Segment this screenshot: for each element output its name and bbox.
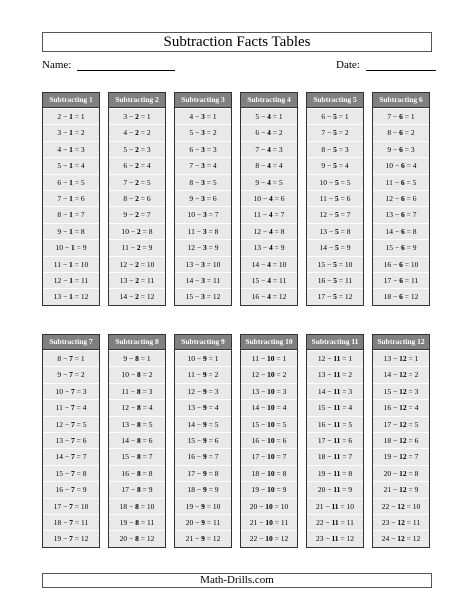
table-header: Subtracting 9 [175, 335, 231, 350]
table-row: 14 − 7 = 7 [43, 448, 99, 464]
table-header: Subtracting 5 [307, 93, 363, 108]
table-row: 6 − 5 = 1 [307, 108, 363, 124]
table-row: 7 − 2 = 5 [109, 174, 165, 190]
table-row: 12 − 10 = 2 [241, 366, 297, 382]
table-row: 23 − 12 = 11 [373, 514, 429, 530]
table-row: 11 − 5 = 6 [307, 190, 363, 206]
table-header: Subtracting 11 [307, 335, 363, 350]
table-row: 20 − 11 = 9 [307, 481, 363, 497]
table-row: 18 − 7 = 11 [43, 514, 99, 530]
table-row: 14 − 5 = 9 [307, 239, 363, 255]
table-row: 12 − 4 = 8 [241, 223, 297, 239]
table-row: 11 − 2 = 9 [109, 239, 165, 255]
table-row: 8 − 5 = 3 [307, 141, 363, 157]
table-row: 17 − 8 = 9 [109, 481, 165, 497]
table-row: 10 − 3 = 7 [175, 206, 231, 222]
table-row: 9 − 4 = 5 [241, 174, 297, 190]
table-row: 20 − 8 = 12 [109, 530, 165, 546]
table-header: Subtracting 6 [373, 93, 429, 108]
subtraction-table-4 [240, 92, 298, 306]
table-row: 15 − 7 = 8 [43, 465, 99, 481]
table-row: 10 − 4 = 6 [241, 190, 297, 206]
table-header: Subtracting 4 [241, 93, 297, 108]
table-row: 14 − 2 = 12 [109, 288, 165, 304]
table-row: 15 − 10 = 5 [241, 416, 297, 432]
subtraction-table-6 [372, 92, 430, 306]
table-row: 8 − 2 = 6 [109, 190, 165, 206]
table-header: Subtracting 3 [175, 93, 231, 108]
table-row: 20 − 12 = 8 [373, 465, 429, 481]
table-row: 14 − 9 = 5 [175, 416, 231, 432]
table-row: 15 − 4 = 11 [241, 272, 297, 288]
table-row: 3 − 2 = 1 [109, 108, 165, 124]
table-row: 11 − 10 = 1 [241, 350, 297, 366]
name-field [42, 59, 175, 71]
table-row: 13 − 7 = 6 [43, 432, 99, 448]
table-row: 13 − 1 = 12 [43, 288, 99, 304]
table-row: 19 − 10 = 9 [241, 481, 297, 497]
table-row: 19 − 7 = 12 [43, 530, 99, 546]
table-row: 10 − 1 = 9 [43, 239, 99, 255]
table-row: 22 − 10 = 12 [241, 530, 297, 546]
table-row: 13 − 10 = 3 [241, 383, 297, 399]
table-row: 9 − 1 = 8 [43, 223, 99, 239]
table-header: Subtracting 2 [109, 93, 165, 108]
table-row: 17 − 7 = 10 [43, 498, 99, 514]
table-row: 6 − 2 = 4 [109, 157, 165, 173]
table-row: 16 − 4 = 12 [241, 288, 297, 304]
table-row: 3 − 1 = 2 [43, 124, 99, 140]
table-row: 19 − 8 = 11 [109, 514, 165, 530]
name-blank[interactable] [77, 60, 175, 71]
table-row: 8 − 4 = 4 [241, 157, 297, 173]
table-row: 17 − 9 = 8 [175, 465, 231, 481]
subtraction-table-5 [306, 92, 364, 306]
table-row: 18 − 9 = 9 [175, 481, 231, 497]
table-header: Subtracting 8 [109, 335, 165, 350]
table-row: 6 − 4 = 2 [241, 124, 297, 140]
table-row: 13 − 5 = 8 [307, 223, 363, 239]
table-row: 7 − 3 = 4 [175, 157, 231, 173]
table-row: 21 − 11 = 10 [307, 498, 363, 514]
table-row: 9 − 6 = 3 [373, 141, 429, 157]
table-row: 17 − 10 = 7 [241, 448, 297, 464]
table-row: 9 − 7 = 2 [43, 366, 99, 382]
table-row: 7 − 1 = 6 [43, 190, 99, 206]
table-row: 22 − 12 = 10 [373, 498, 429, 514]
table-row: 17 − 5 = 12 [307, 288, 363, 304]
table-row: 5 − 4 = 1 [241, 108, 297, 124]
table-row: 4 − 1 = 3 [43, 141, 99, 157]
table-row: 13 − 4 = 9 [241, 239, 297, 255]
date-label: Date: [336, 59, 360, 71]
table-row: 11 − 1 = 10 [43, 256, 99, 272]
table-row: 13 − 6 = 7 [373, 206, 429, 222]
table-row: 17 − 6 = 11 [373, 272, 429, 288]
table-header: Subtracting 12 [373, 335, 429, 350]
table-row: 9 − 5 = 4 [307, 157, 363, 173]
table-row: 8 − 6 = 2 [373, 124, 429, 140]
table-row: 14 − 12 = 2 [373, 366, 429, 382]
subtraction-table-12 [372, 334, 430, 548]
table-row: 19 − 11 = 8 [307, 465, 363, 481]
table-row: 10 − 5 = 5 [307, 174, 363, 190]
table-row: 10 − 8 = 2 [109, 366, 165, 382]
table-row: 7 − 5 = 2 [307, 124, 363, 140]
table-row: 18 − 10 = 8 [241, 465, 297, 481]
table-row: 15 − 11 = 4 [307, 399, 363, 415]
table-row: 8 − 7 = 1 [43, 350, 99, 366]
table-row: 11 − 9 = 2 [175, 366, 231, 382]
table-header: Subtracting 7 [43, 335, 99, 350]
table-row: 9 − 8 = 1 [109, 350, 165, 366]
subtraction-table-10 [240, 334, 298, 548]
table-row: 23 − 11 = 12 [307, 530, 363, 546]
table-row: 14 − 4 = 10 [241, 256, 297, 272]
table-row: 16 − 10 = 6 [241, 432, 297, 448]
table-row: 13 − 11 = 2 [307, 366, 363, 382]
date-field [336, 59, 436, 71]
date-blank[interactable] [366, 60, 436, 71]
table-row: 16 − 9 = 7 [175, 448, 231, 464]
table-row: 13 − 8 = 5 [109, 416, 165, 432]
table-row: 12 − 11 = 1 [307, 350, 363, 366]
table-row: 21 − 12 = 9 [373, 481, 429, 497]
table-row: 7 − 4 = 3 [241, 141, 297, 157]
table-row: 15 − 3 = 12 [175, 288, 231, 304]
table-row: 8 − 1 = 7 [43, 206, 99, 222]
table-row: 5 − 1 = 4 [43, 157, 99, 173]
table-row: 9 − 3 = 6 [175, 190, 231, 206]
table-row: 14 − 6 = 8 [373, 223, 429, 239]
table-row: 10 − 2 = 8 [109, 223, 165, 239]
table-row: 16 − 5 = 11 [307, 272, 363, 288]
table-row: 24 − 12 = 12 [373, 530, 429, 546]
table-row: 20 − 9 = 11 [175, 514, 231, 530]
table-row: 16 − 7 = 9 [43, 481, 99, 497]
table-row: 21 − 9 = 12 [175, 530, 231, 546]
table-row: 11 − 3 = 8 [175, 223, 231, 239]
table-row: 15 − 12 = 3 [373, 383, 429, 399]
table-row: 14 − 3 = 11 [175, 272, 231, 288]
table-header: Subtracting 1 [43, 93, 99, 108]
table-row: 16 − 11 = 5 [307, 416, 363, 432]
table-row: 11 − 6 = 5 [373, 174, 429, 190]
table-row: 10 − 9 = 1 [175, 350, 231, 366]
table-row: 17 − 12 = 5 [373, 416, 429, 432]
table-row: 12 − 2 = 10 [109, 256, 165, 272]
table-row: 18 − 12 = 6 [373, 432, 429, 448]
table-row: 17 − 11 = 6 [307, 432, 363, 448]
table-row: 21 − 10 = 11 [241, 514, 297, 530]
subtraction-table-2 [108, 92, 166, 306]
table-row: 20 − 10 = 10 [241, 498, 297, 514]
table-row: 12 − 6 = 6 [373, 190, 429, 206]
subtraction-table-11 [306, 334, 364, 548]
name-label: Name: [42, 59, 72, 71]
table-row: 13 − 3 = 10 [175, 256, 231, 272]
table-row: 12 − 3 = 9 [175, 239, 231, 255]
table-row: 9 − 2 = 7 [109, 206, 165, 222]
table-row: 12 − 5 = 7 [307, 206, 363, 222]
table-row: 15 − 8 = 7 [109, 448, 165, 464]
table-row: 12 − 1 = 11 [43, 272, 99, 288]
table-row: 11 − 8 = 3 [109, 383, 165, 399]
subtraction-table-1 [42, 92, 100, 306]
table-row: 19 − 9 = 10 [175, 498, 231, 514]
subtraction-table-3 [174, 92, 232, 306]
footer: Math-Drills.com [42, 573, 432, 588]
table-row: 12 − 9 = 3 [175, 383, 231, 399]
table-row: 15 − 6 = 9 [373, 239, 429, 255]
subtraction-table-9 [174, 334, 232, 548]
table-row: 5 − 2 = 3 [109, 141, 165, 157]
table-row: 13 − 9 = 4 [175, 399, 231, 415]
table-row: 18 − 8 = 10 [109, 498, 165, 514]
table-row: 2 − 1 = 1 [43, 108, 99, 124]
table-row: 11 − 4 = 7 [241, 206, 297, 222]
subtraction-table-7 [42, 334, 100, 548]
subtraction-table-8 [108, 334, 166, 548]
table-row: 22 − 11 = 11 [307, 514, 363, 530]
table-row: 13 − 2 = 11 [109, 272, 165, 288]
table-row: 10 − 6 = 4 [373, 157, 429, 173]
table-row: 15 − 5 = 10 [307, 256, 363, 272]
table-row: 12 − 8 = 4 [109, 399, 165, 415]
table-row: 14 − 10 = 4 [241, 399, 297, 415]
table-row: 10 − 7 = 3 [43, 383, 99, 399]
table-row: 11 − 7 = 4 [43, 399, 99, 415]
table-row: 6 − 3 = 3 [175, 141, 231, 157]
table-row: 16 − 12 = 4 [373, 399, 429, 415]
table-row: 16 − 8 = 8 [109, 465, 165, 481]
page-title: Subtraction Facts Tables [42, 32, 432, 52]
table-row: 14 − 8 = 6 [109, 432, 165, 448]
table-row: 8 − 3 = 5 [175, 174, 231, 190]
table-row: 19 − 12 = 7 [373, 448, 429, 464]
table-row: 16 − 6 = 10 [373, 256, 429, 272]
table-row: 18 − 6 = 12 [373, 288, 429, 304]
table-row: 13 − 12 = 1 [373, 350, 429, 366]
table-row: 7 − 6 = 1 [373, 108, 429, 124]
table-row: 5 − 3 = 2 [175, 124, 231, 140]
table-row: 4 − 3 = 1 [175, 108, 231, 124]
table-header: Subtracting 10 [241, 335, 297, 350]
table-row: 12 − 7 = 5 [43, 416, 99, 432]
table-row: 4 − 2 = 2 [109, 124, 165, 140]
table-row: 6 − 1 = 5 [43, 174, 99, 190]
table-row: 14 − 11 = 3 [307, 383, 363, 399]
table-row: 18 − 11 = 7 [307, 448, 363, 464]
table-row: 15 − 9 = 6 [175, 432, 231, 448]
